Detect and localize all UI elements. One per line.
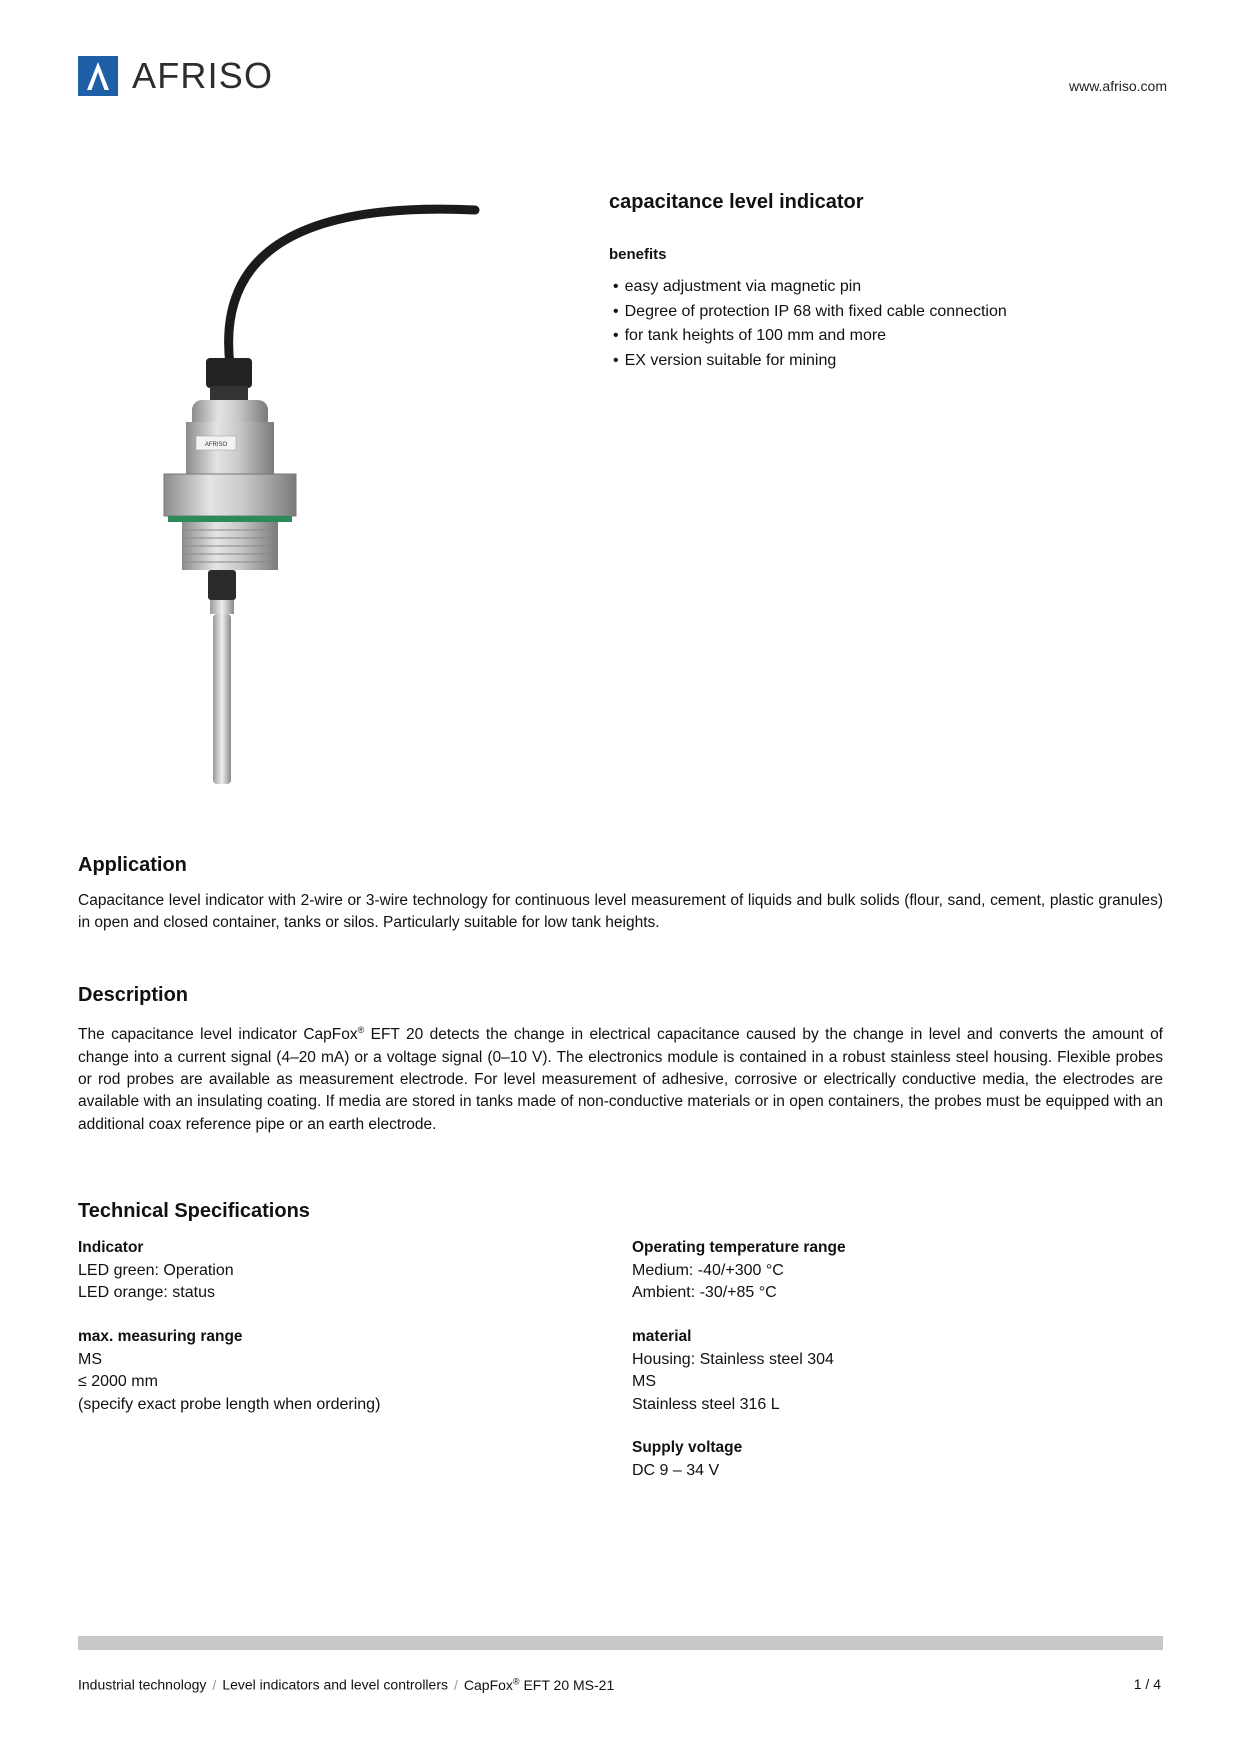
list-item: • EX version suitable for mining [613,349,1007,374]
list-item: • for tank heights of 100 mm and more [613,324,1007,349]
product-title: capacitance level indicator [609,191,864,213]
product-label [196,436,236,450]
breadcrumb-item-level-indicators[interactable]: Level indicators and level controllers [222,1676,448,1693]
registered-mark: ® [357,1025,365,1035]
afriso-logo [78,55,308,97]
list-item: • easy adjustment via magnetic pin [613,275,1007,300]
list-item: • Degree of protection IP 68 with fixed cable connection [613,300,1007,325]
site-url[interactable]: www.afriso.com [1068,78,1167,94]
spec-value: MS [632,1373,656,1390]
spec-supply-voltage [632,1437,742,1482]
spec-value: Stainless steel 316 L [632,1395,780,1413]
spec-value: Housing: Stainless steel 304 [632,1350,834,1368]
footer-divider-bar [78,1636,1163,1650]
logo-wordmark: AFRISO [132,55,274,96]
afriso-logo-icon [78,56,118,96]
spec-label: material [632,1328,692,1345]
spec-value: Medium: -40/+300 °C [632,1261,784,1279]
breadcrumb [78,1676,614,1693]
spec-label: Supply voltage [632,1439,743,1456]
benefits-heading: benefits [609,246,667,263]
spec-value: Ambient: -30/+85 °C [632,1284,777,1301]
benefits-list [613,275,1007,373]
breadcrumb-item-product[interactable]: CapFox® EFT 20 MS-21 [463,1676,615,1693]
technical-specifications-heading: Technical Specifications [78,1200,310,1222]
spec-value: LED orange: status [78,1284,215,1301]
registered-mark: ® [512,1676,520,1686]
spec-value: LED green: Operation [78,1261,234,1279]
product-photo [150,190,510,790]
breadcrumb-separator: / [212,1676,217,1693]
spec-material [632,1326,834,1416]
description-heading: Description [78,984,189,1006]
application-text: Capacitance level indicator with 2-wire or 3-wire technology for continuous level measurement of liquids and bulk solids (flour, sand, cement, plastic granules) in open and closed container, tanks or silos. Particularly suitable for low tank heights. [78,892,1163,932]
description-text: The capacitance level indicator CapFox® EFT 20 detects the change in electrical capacitance caused by the change in level and converts the amount of change into a current signal (4–20 mA) or a voltage signal (0–10 V). The electronics module is contained in a robust stainless steel housing. Flexible probes or rod probes are available as measurement electrode. For level measurement of adhesive, corrosive or electrically conductive media, the electrodes are available with an insulating coating. If media are stored in tanks made of non-conductive materials or in open containers, the probes must be equipped with an additional coax reference pipe or an earth electrode. [78,1025,1163,1133]
page-number: 1 / 4 [1133,1676,1161,1692]
breadcrumb-separator: / [454,1676,458,1693]
spec-max-measuring-range [78,1326,380,1416]
spec-label: Operating temperature range [632,1239,846,1256]
breadcrumb-item-industrial-technology[interactable]: Industrial technology [78,1676,207,1693]
spec-label: Indicator [78,1239,144,1256]
spec-operating-temperature [632,1237,846,1305]
application-heading: Application [78,854,187,876]
spec-label: max. measuring range [78,1328,243,1345]
spec-value: (specify exact probe length when ordering) [78,1395,381,1413]
spec-value: MS [78,1350,102,1368]
spec-value: ≤ 2000 mm [78,1373,158,1390]
spec-indicator [78,1237,234,1305]
spec-value: DC 9 – 34 V [632,1461,720,1479]
product-label-text: AFRISO [204,442,228,448]
